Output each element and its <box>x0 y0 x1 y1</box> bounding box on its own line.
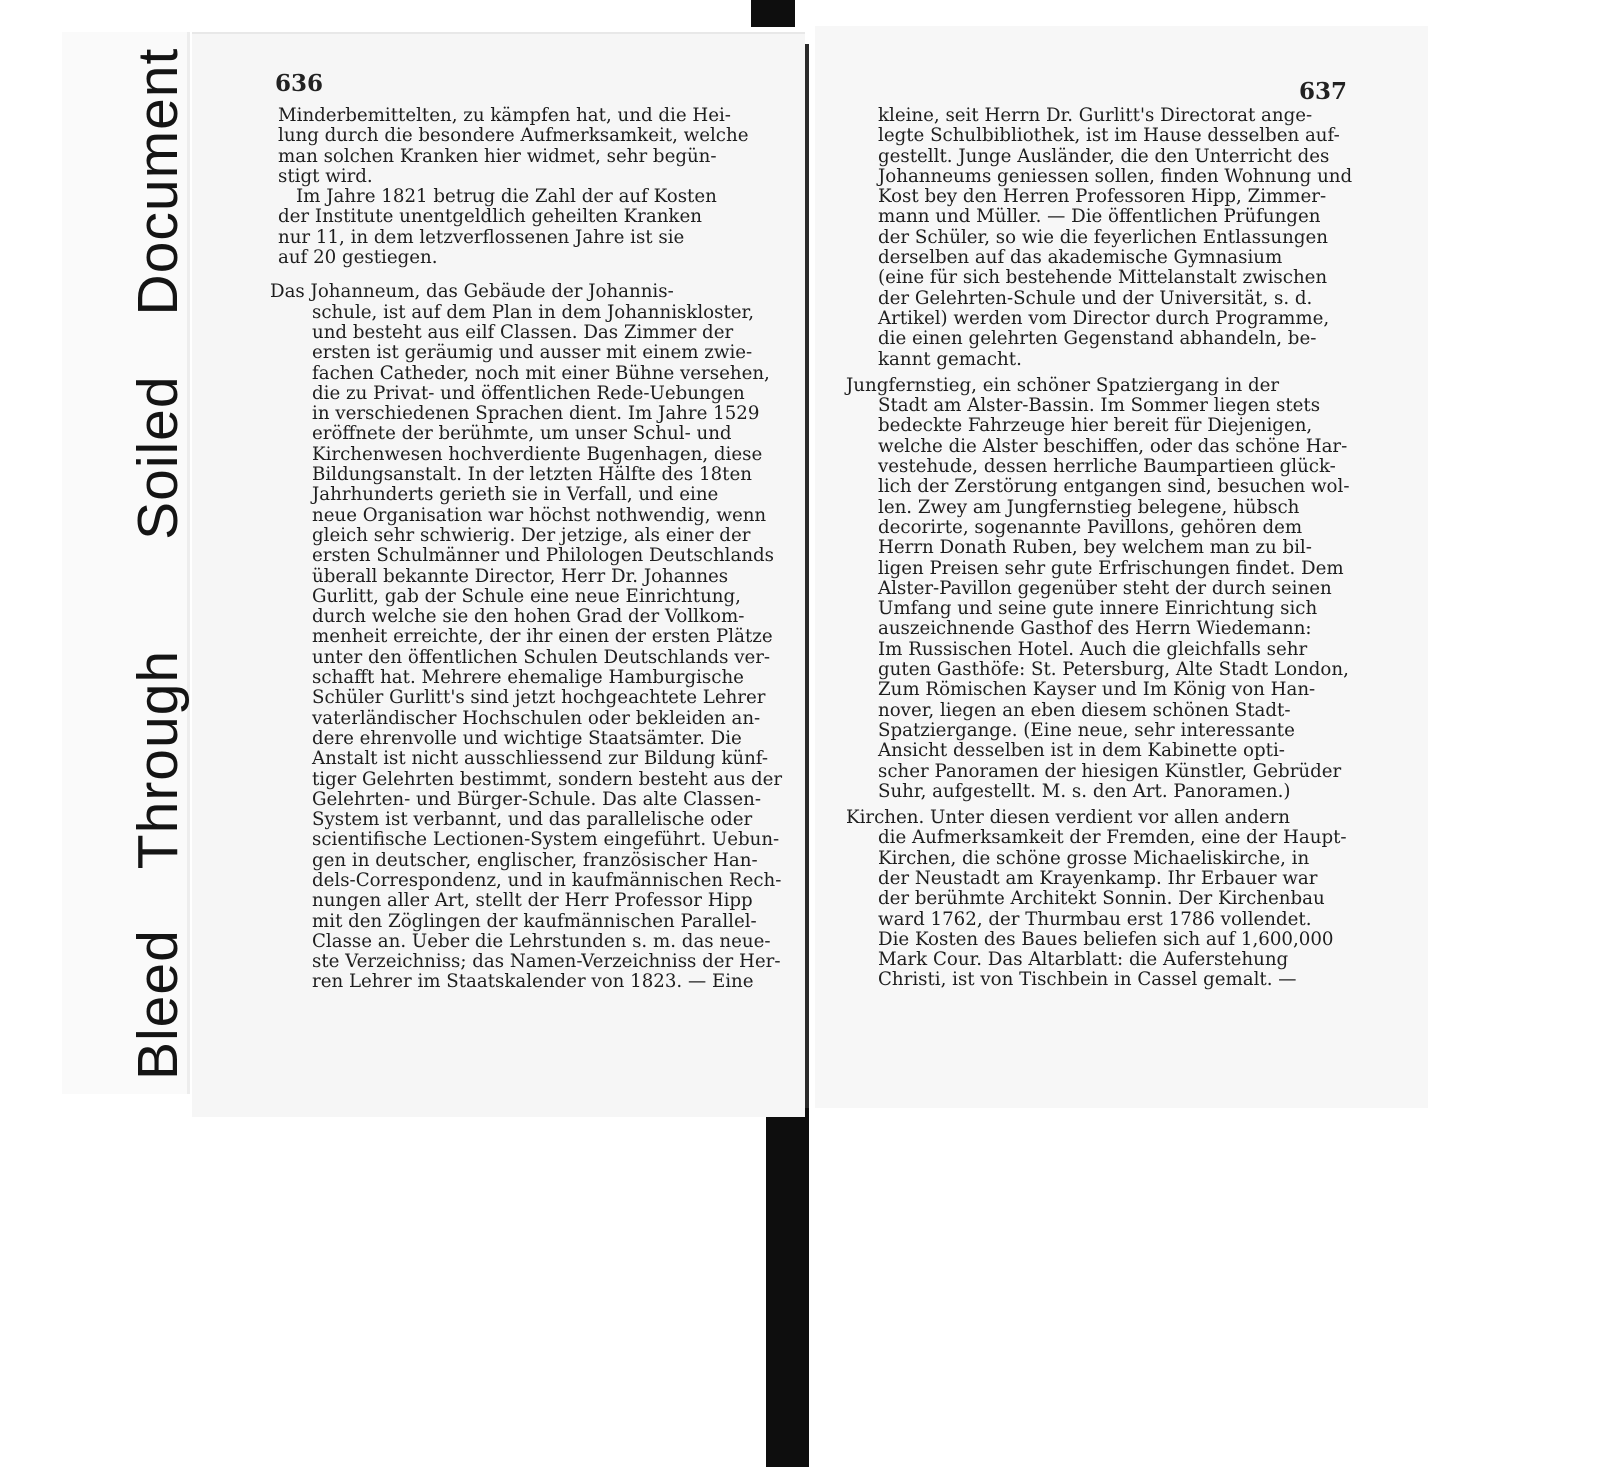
text-line: Umfang und seine gute innere Einrichtung sich <box>878 598 1318 620</box>
text-line: decorirte, sogenannte Pavillons, gehören dem <box>878 516 1303 538</box>
text-line: Jungfernstieg, ein schöner Spatziergang in der <box>846 374 1280 396</box>
text-line: Die Kosten des Baues beliefen sich auf 1,600,000 <box>878 928 1334 950</box>
text-line: stigt wird. <box>278 165 373 187</box>
text-line: gleich sehr schwierig. Der jetzige, als einer der <box>312 524 751 546</box>
text-line: scientifische Lectionen-System eingeführt. Uebun- <box>312 829 780 851</box>
text-line: auszeichnende Gasthof des Herrn Wiedemann: <box>878 618 1312 640</box>
text-line: Schüler Gurlitt's sind jetzt hochgeachtete Lehrer <box>312 687 766 709</box>
right-page-text <box>846 105 1353 991</box>
text-line: eröffnete der berühmte, um unser Schul- und <box>312 423 732 445</box>
text-line: lung durch die besondere Aufmerksamkeit, welche <box>278 125 749 147</box>
text-line: Kirchen. Unter diesen verdient vor allen andern <box>846 807 1291 829</box>
text-line: der Neustadt am Krayenkamp. Ihr Erbauer war <box>878 867 1318 889</box>
text-line: Kost bey den Herren Professoren Hipp, Zimmer- <box>878 186 1327 208</box>
text-line: bedeckte Fahrzeuge hier bereit für Diejenigen, <box>878 415 1313 437</box>
text-line: in verschiedenen Sprachen dient. Im Jahre 1529 <box>312 403 760 425</box>
text-line: Johanneums geniessen sollen, finden Wohnung und <box>878 165 1353 187</box>
text-line: ligen Preisen sehr gute Erfrischungen findet. Dem <box>878 557 1344 579</box>
text-line: gen in deutscher, englischer, französischer Han- <box>312 849 758 871</box>
text-line: die Aufmerksamkeit der Fremden, eine der Haupt- <box>878 827 1347 849</box>
text-line: scher Panoramen der hiesigen Künstler, Gebrüder <box>878 760 1342 782</box>
text-line: Im Russischen Hotel. Auch die gleichfalls sehr <box>878 638 1308 660</box>
text-line: Herrn Donath Ruben, bey welchem man zu bil- <box>878 537 1312 559</box>
text-line: kleine, seit Herrn Dr. Gurlitt's Directorat ange- <box>878 105 1313 126</box>
text-line: Kirchen, die schöne grosse Michaeliskirche, in <box>878 847 1310 869</box>
text-line: der Schüler, so wie die feyerlichen Entlassungen <box>878 226 1328 248</box>
text-line: Zum Römischen Kayser und Im König von Han- <box>878 679 1316 701</box>
text-line: fachen Catheder, noch mit einer Bühne versehen, <box>312 362 770 384</box>
text-line: mit den Zöglingen der kaufmännischen Parallel- <box>312 910 757 932</box>
text-line: Ansicht desselben ist in dem Kabinette opti- <box>878 740 1285 762</box>
text-line: Gelehrten- und Bürger-Schule. Das alte Classen- <box>312 788 761 810</box>
page-number-left: 636 <box>275 70 324 97</box>
text-line: lich der Zerstörung entgangen sind, besuchen wol- <box>878 476 1350 498</box>
text-line: (eine für sich bestehende Mittelanstalt zwischen <box>878 267 1328 289</box>
text-line: len. Zwey am Jungfernstieg belegene, hübsch <box>878 496 1300 518</box>
gutter-shadow-top <box>751 0 795 27</box>
text-line: Suhr, aufgestellt. M. s. den Art. Panoramen.) <box>878 780 1291 802</box>
text-line: Bildungsanstalt. In der letzten Hälfte des 18ten <box>312 464 752 486</box>
text-line: neue Organisation war höchst nothwendig, wenn <box>312 504 767 526</box>
left-page-text <box>270 105 783 993</box>
text-line: der berühmte Architekt Sonnin. Der Kirchenbau <box>878 888 1325 910</box>
text-line: der Gelehrten-Schule und der Universität, s. d. <box>878 287 1313 309</box>
text-line: Mark Cour. Das Altarblatt: die Auferstehung <box>878 949 1289 971</box>
text-line: ersten ist geräumig und ausser mit einem zwie- <box>312 342 753 364</box>
text-line: schafft hat. Mehrere ehemalige Hamburgische <box>312 667 744 689</box>
binding-gutter-line <box>805 44 809 1108</box>
text-line: und besteht aus eilf Classen. Das Zimmer der <box>312 321 734 343</box>
text-line: Artikel) werden vom Director durch Programme, <box>878 307 1330 329</box>
text-line: guten Gasthöfe: St. Petersburg, Alte Stadt London, <box>878 659 1349 681</box>
text-line: Im Jahre 1821 betrug die Zahl der auf Kosten <box>296 186 717 208</box>
text-line: ward 1762, der Thurmbau erst 1786 vollendet. <box>878 908 1312 930</box>
text-line: auf 20 gestiegen. <box>278 247 438 269</box>
text-line: kannt gemacht. <box>878 348 1022 370</box>
text-line: welche die Alster beschiffen, oder das schöne Har- <box>878 435 1348 457</box>
stamp-word-bleed: Bleed <box>126 929 190 1080</box>
gutter-shadow-bottom <box>766 1108 809 1467</box>
stamp-word-document: Document <box>126 47 190 316</box>
page-number-right: 637 <box>1299 78 1348 105</box>
text-line: Anstalt ist nicht ausschliessend zur Bildung künf- <box>312 748 769 770</box>
text-line: legte Schulbibliothek, ist im Hause desselben auf- <box>878 125 1340 147</box>
text-line: derselben auf das akademische Gymnasium <box>878 247 1283 269</box>
text-line: die einen gelehrten Gegenstand abhandeln, be- <box>878 328 1317 350</box>
text-line: überall bekannte Director, Herr Dr. Johannes <box>312 565 729 587</box>
text-line: Minderbemittelten, zu kämpfen hat, und die Hei- <box>278 105 731 126</box>
text-line: man solchen Kranken hier widmet, sehr begün- <box>278 145 717 167</box>
text-line: ren Lehrer im Staatskalender von 1823. — Eine <box>312 971 754 993</box>
text-line: schule, ist auf dem Plan in dem Johanniskloster, <box>312 301 755 323</box>
text-line: ersten Schulmänner und Philologen Deutschlands <box>312 545 775 567</box>
text-line: Spatziergange. (Eine neue, sehr interessante <box>878 719 1295 741</box>
text-line: tiger Gelehrten bestimmt, sondern besteht aus der <box>312 768 783 790</box>
text-line: Gurlitt, gab der Schule eine neue Einrichtung, <box>312 585 741 607</box>
text-line: Stadt am Alster-Bassin. Im Sommer liegen stets <box>878 395 1321 417</box>
text-line: nur 11, in dem letzverflossenen Jahre ist sie <box>278 226 685 248</box>
text-line: der Institute unentgeldlich geheilten Kranken <box>278 206 702 228</box>
text-line: Das Johanneum, das Gebäude der Johannis- <box>270 281 674 303</box>
quality-stamp <box>125 48 191 1080</box>
text-line: System ist verbannt, und das parallelische oder <box>312 809 753 831</box>
text-line: durch welche sie den hohen Grad der Vollkom- <box>312 606 745 628</box>
text-line: Alster-Pavillon gegenüber steht der durch seinen <box>878 577 1332 599</box>
text-line: vaterländischer Hochschulen oder bekleiden an- <box>312 707 761 729</box>
text-line: unter den öffentlichen Schulen Deutschlands ver- <box>312 646 771 668</box>
text-line: Jahrhunderts gerieth sie in Verfall, und eine <box>312 484 719 506</box>
text-line: nover, liegen an eben diesem schönen Stadt- <box>878 699 1291 721</box>
text-line: nungen aller Art, stellt der Herr Professor Hipp <box>312 890 753 912</box>
text-line: vestehude, dessen herrliche Baumpartieen glück- <box>878 456 1336 478</box>
text-line: Classe an. Ueber die Lehrstunden s. m. das neue- <box>312 930 771 952</box>
text-line: dels-Correspondenz, und in kaufmännischen Rech- <box>312 869 782 891</box>
text-line: ste Verzeichniss; das Namen-Verzeichniss der Her- <box>312 951 781 973</box>
stamp-word-soiled: Soiled <box>126 375 190 540</box>
text-line: Christi, ist von Tischbein in Cassel gemalt. — <box>878 969 1297 991</box>
text-line: gestellt. Junge Ausländer, die den Unterricht des <box>878 145 1330 167</box>
text-line: mann und Müller. — Die öffentlichen Prüfungen <box>878 206 1321 228</box>
text-line: die zu Privat- und öffentlichen Rede-Uebungen <box>312 382 745 404</box>
stamp-word-through: Through <box>126 649 190 870</box>
text-line: dere ehrenvolle und wichtige Staatsämter. Die <box>312 727 742 749</box>
text-line: Kirchenwesen hochverdiente Bugenhagen, diese <box>312 443 763 465</box>
text-line: menheit erreichte, der ihr einen der ersten Plätze <box>312 626 773 648</box>
